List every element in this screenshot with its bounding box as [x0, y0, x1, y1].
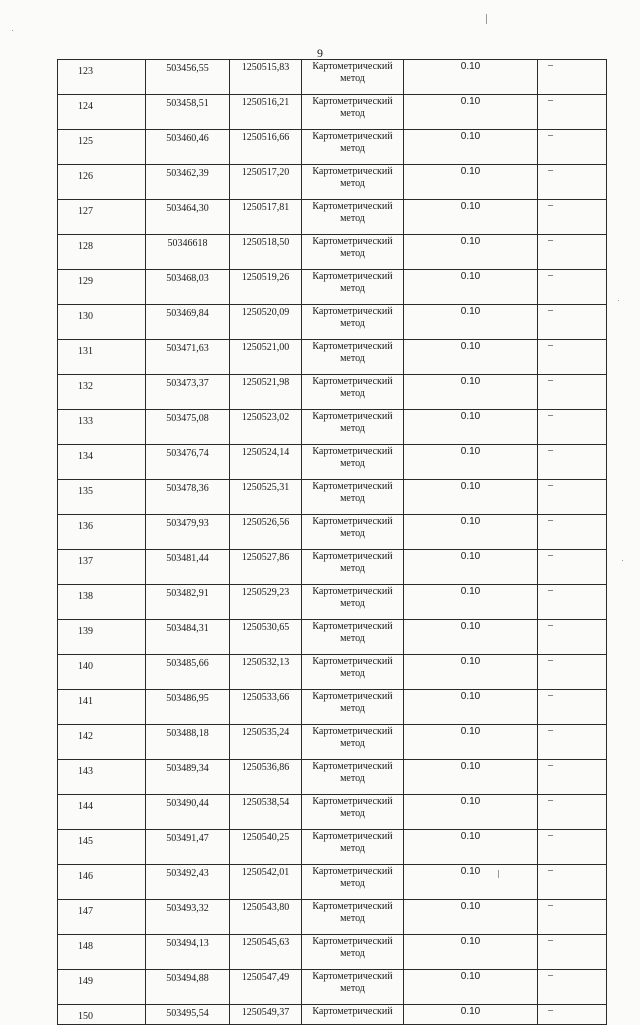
method-cell	[302, 235, 404, 270]
point-number-cell: 147	[58, 900, 146, 935]
method-line-1: Картометрический	[312, 446, 393, 457]
accuracy-cell: 0.10	[404, 480, 538, 515]
method-line-2: метод	[340, 808, 365, 819]
method-line-1: Картометрический	[312, 411, 393, 422]
accuracy-cell: 0.10	[404, 340, 538, 375]
method-line-2: метод	[340, 773, 365, 784]
method-line-1: Картометрический	[312, 96, 393, 107]
method-line-1: Картометрический	[312, 761, 393, 772]
y-coordinate-cell: 1250517,81	[230, 200, 302, 235]
table-row	[58, 375, 607, 410]
accuracy-cell: 0.10	[404, 515, 538, 550]
y-coordinate-cell: 1250532,13	[230, 655, 302, 690]
extra-cell: –	[538, 585, 607, 620]
method-cell	[302, 585, 404, 620]
table-row	[58, 60, 607, 95]
table-row	[58, 235, 607, 270]
x-coordinate-cell: 503486,95	[146, 690, 230, 725]
point-number-cell: 135	[58, 480, 146, 515]
method-line-2: метод	[340, 283, 365, 294]
table-row	[58, 130, 607, 165]
x-coordinate-cell: 503482,91	[146, 585, 230, 620]
y-coordinate-cell: 1250547,49	[230, 970, 302, 1005]
method-cell	[302, 935, 404, 970]
method-line-2: метод	[340, 668, 365, 679]
method-cell	[302, 830, 404, 865]
x-coordinate-cell: 503492,43	[146, 865, 230, 900]
method-line-2: метод	[340, 458, 365, 469]
accuracy-cell: 0.10	[404, 1005, 538, 1025]
extra-cell: –	[538, 550, 607, 585]
x-coordinate-cell: 503468,03	[146, 270, 230, 305]
scan-speck	[12, 30, 13, 31]
method-line-2: метод	[340, 598, 365, 609]
table-row	[58, 725, 607, 760]
extra-cell: –	[538, 865, 607, 900]
method-line-1: Картометрический	[312, 726, 393, 737]
y-coordinate-cell: 1250517,20	[230, 165, 302, 200]
method-line-2: метод	[340, 563, 365, 574]
x-coordinate-cell: 503471,63	[146, 340, 230, 375]
table-row	[58, 655, 607, 690]
table-row	[58, 445, 607, 480]
method-cell	[302, 130, 404, 165]
accuracy-cell: 0.10	[404, 585, 538, 620]
point-number-cell: 148	[58, 935, 146, 970]
method-cell	[302, 445, 404, 480]
accuracy-cell: 0.10	[404, 760, 538, 795]
y-coordinate-cell: 1250538,54	[230, 795, 302, 830]
method-line-2: метод	[340, 878, 365, 889]
x-coordinate-cell: 503491,47	[146, 830, 230, 865]
point-number-cell: 124	[58, 95, 146, 130]
extra-cell: –	[538, 95, 607, 130]
method-line-2: метод	[340, 703, 365, 714]
accuracy-cell: 0.10	[404, 970, 538, 1005]
method-cell	[302, 760, 404, 795]
method-line-1: Картометрический	[312, 166, 393, 177]
y-coordinate-cell: 1250526,56	[230, 515, 302, 550]
y-coordinate-cell: 1250525,31	[230, 480, 302, 515]
method-line-2: метод	[340, 843, 365, 854]
method-line-2: метод	[340, 948, 365, 959]
method-cell	[302, 655, 404, 690]
table-row	[58, 550, 607, 585]
y-coordinate-cell: 1250521,98	[230, 375, 302, 410]
accuracy-cell: 0.10	[404, 95, 538, 130]
point-number-cell: 132	[58, 375, 146, 410]
method-line-2: метод	[340, 73, 365, 84]
coordinates-table	[57, 59, 607, 1025]
table-row	[58, 760, 607, 795]
point-number-cell: 142	[58, 725, 146, 760]
x-coordinate-cell: 503488,18	[146, 725, 230, 760]
x-coordinate-cell: 503495,54	[146, 1005, 230, 1025]
x-coordinate-cell: 503489,34	[146, 760, 230, 795]
extra-cell: –	[538, 725, 607, 760]
point-number-cell: 137	[58, 550, 146, 585]
method-line-1: Картометрический	[312, 586, 393, 597]
extra-cell: –	[538, 515, 607, 550]
accuracy-cell: 0.10	[404, 375, 538, 410]
method-cell	[302, 550, 404, 585]
method-cell	[302, 375, 404, 410]
point-number-cell: 143	[58, 760, 146, 795]
extra-cell: –	[538, 375, 607, 410]
x-coordinate-cell: 503462,39	[146, 165, 230, 200]
point-number-cell: 149	[58, 970, 146, 1005]
y-coordinate-cell: 1250516,21	[230, 95, 302, 130]
table-row	[58, 340, 607, 375]
method-line-2: метод	[340, 108, 365, 119]
point-number-cell: 131	[58, 340, 146, 375]
table-row	[58, 410, 607, 445]
table-row	[58, 865, 607, 900]
point-number-cell: 139	[58, 620, 146, 655]
method-cell	[302, 340, 404, 375]
method-line-2: метод	[340, 353, 365, 364]
x-coordinate-cell: 503494,13	[146, 935, 230, 970]
table-row	[58, 305, 607, 340]
accuracy-cell: 0.10	[404, 270, 538, 305]
accuracy-cell: 0.10	[404, 235, 538, 270]
method-line-2: метод	[340, 213, 365, 224]
point-number-cell: 134	[58, 445, 146, 480]
y-coordinate-cell: 1250521,00	[230, 340, 302, 375]
method-cell	[302, 95, 404, 130]
accuracy-cell: 0.10	[404, 690, 538, 725]
method-line-1: Картометрический	[312, 271, 393, 282]
y-coordinate-cell: 1250533,66	[230, 690, 302, 725]
x-coordinate-cell: 503481,44	[146, 550, 230, 585]
method-line-2: метод	[340, 493, 365, 504]
y-coordinate-cell: 1250520,09	[230, 305, 302, 340]
method-cell	[302, 200, 404, 235]
method-line-2: метод	[340, 423, 365, 434]
y-coordinate-cell: 1250527,86	[230, 550, 302, 585]
extra-cell: –	[538, 410, 607, 445]
accuracy-cell: 0.10	[404, 900, 538, 935]
point-number-cell: 123	[58, 60, 146, 95]
scan-speck	[622, 560, 623, 561]
accuracy-cell: 0.10	[404, 935, 538, 970]
accuracy-cell: 0.10	[404, 445, 538, 480]
method-cell	[302, 620, 404, 655]
y-coordinate-cell: 1250515,83	[230, 60, 302, 95]
accuracy-cell: 0.10	[404, 795, 538, 830]
extra-cell: –	[538, 480, 607, 515]
method-line-1: Картометрический	[312, 341, 393, 352]
y-coordinate-cell: 1250516,66	[230, 130, 302, 165]
table-row	[58, 95, 607, 130]
table-row	[58, 165, 607, 200]
method-line-1: Картометрический	[312, 621, 393, 632]
extra-cell: –	[538, 795, 607, 830]
point-number-cell: 133	[58, 410, 146, 445]
extra-cell: –	[538, 130, 607, 165]
y-coordinate-cell: 1250530,65	[230, 620, 302, 655]
extra-cell: –	[538, 690, 607, 725]
method-cell	[302, 60, 404, 95]
extra-cell: –	[538, 270, 607, 305]
table-row	[58, 585, 607, 620]
point-number-cell: 129	[58, 270, 146, 305]
table-row	[58, 935, 607, 970]
y-coordinate-cell: 1250535,24	[230, 725, 302, 760]
x-coordinate-cell: 503493,32	[146, 900, 230, 935]
method-line-2: метод	[340, 388, 365, 399]
extra-cell: –	[538, 305, 607, 340]
x-coordinate-cell: 503458,51	[146, 95, 230, 130]
x-coordinate-cell: 503469,84	[146, 305, 230, 340]
coordinates-table-body	[58, 60, 607, 1025]
method-line-2: метод	[340, 738, 365, 749]
method-line-2: метод	[340, 178, 365, 189]
y-coordinate-cell: 1250543,80	[230, 900, 302, 935]
extra-cell: –	[538, 655, 607, 690]
extra-cell: –	[538, 445, 607, 480]
table-row	[58, 690, 607, 725]
method-line-1: Картометрический	[312, 936, 393, 947]
point-number-cell: 128	[58, 235, 146, 270]
method-line-1: Картометрический	[312, 131, 393, 142]
method-line-1: Картометрический	[312, 971, 393, 982]
accuracy-cell: 0.10	[404, 130, 538, 165]
accuracy-cell: 0.10	[404, 305, 538, 340]
method-line-1: Картометрический	[312, 796, 393, 807]
method-cell	[302, 305, 404, 340]
y-coordinate-cell: 1250542,01	[230, 865, 302, 900]
accuracy-cell: 0.10	[404, 620, 538, 655]
accuracy-cell: 0.10	[404, 550, 538, 585]
y-coordinate-cell: 1250536,86	[230, 760, 302, 795]
method-line-2: метод	[340, 983, 365, 994]
table-row	[58, 1005, 607, 1025]
scan-speck	[486, 14, 487, 24]
x-coordinate-cell: 503464,30	[146, 200, 230, 235]
table-row	[58, 270, 607, 305]
page-number: 9	[317, 46, 323, 60]
method-line-2: метод	[340, 318, 365, 329]
x-coordinate-cell: 503494,88	[146, 970, 230, 1005]
extra-cell: –	[538, 165, 607, 200]
x-coordinate-cell: 503460,46	[146, 130, 230, 165]
extra-cell: –	[538, 830, 607, 865]
x-coordinate-cell: 503484,31	[146, 620, 230, 655]
point-number-cell: 126	[58, 165, 146, 200]
method-line-1: Картометрический	[312, 236, 393, 247]
point-number-cell: 150	[58, 1005, 146, 1025]
x-coordinate-cell: 50346618	[146, 235, 230, 270]
method-cell	[302, 865, 404, 900]
method-line-1: Картометрический	[312, 61, 393, 72]
method-line-2: метод	[340, 143, 365, 154]
method-line-1: Картометрический	[312, 656, 393, 667]
point-number-cell: 130	[58, 305, 146, 340]
y-coordinate-cell: 1250518,50	[230, 235, 302, 270]
point-number-cell: 146	[58, 865, 146, 900]
x-coordinate-cell: 503476,74	[146, 445, 230, 480]
x-coordinate-cell: 503485,66	[146, 655, 230, 690]
y-coordinate-cell: 1250523,02	[230, 410, 302, 445]
table-row	[58, 515, 607, 550]
extra-cell: –	[538, 1005, 607, 1025]
method-line-1: Картометрический	[312, 866, 393, 877]
accuracy-cell: 0.10	[404, 865, 538, 900]
method-line-2: метод	[340, 528, 365, 539]
x-coordinate-cell: 503479,93	[146, 515, 230, 550]
extra-cell: –	[538, 200, 607, 235]
table-row	[58, 480, 607, 515]
extra-cell: –	[538, 970, 607, 1005]
extra-cell: –	[538, 60, 607, 95]
method-cell	[302, 165, 404, 200]
method-cell	[302, 480, 404, 515]
table-row	[58, 200, 607, 235]
x-coordinate-cell: 503456,55	[146, 60, 230, 95]
accuracy-cell: 0.10	[404, 410, 538, 445]
accuracy-cell: 0.10	[404, 200, 538, 235]
method-cell	[302, 970, 404, 1005]
method-line-2: метод	[340, 913, 365, 924]
y-coordinate-cell: 1250519,26	[230, 270, 302, 305]
method-line-1: Картометрический	[312, 201, 393, 212]
extra-cell: –	[538, 340, 607, 375]
x-coordinate-cell: 503475,08	[146, 410, 230, 445]
method-line-1: Картометрический	[312, 481, 393, 492]
extra-cell: –	[538, 620, 607, 655]
method-line-1: Картометрический	[312, 551, 393, 562]
scan-speck	[618, 300, 619, 301]
accuracy-cell: 0.10	[404, 725, 538, 760]
method-cell	[302, 515, 404, 550]
point-number-cell: 127	[58, 200, 146, 235]
extra-cell: –	[538, 935, 607, 970]
x-coordinate-cell: 503490,44	[146, 795, 230, 830]
point-number-cell: 140	[58, 655, 146, 690]
method-line-2: метод	[340, 633, 365, 644]
method-line-2: метод	[340, 248, 365, 259]
accuracy-cell: 0.10	[404, 165, 538, 200]
y-coordinate-cell: 1250545,63	[230, 935, 302, 970]
method-line-1: Картометрический	[312, 306, 393, 317]
method-line-1: Картометрический	[312, 901, 393, 912]
point-number-cell: 145	[58, 830, 146, 865]
method-line-1: Картометрический	[312, 376, 393, 387]
method-cell	[302, 795, 404, 830]
x-coordinate-cell: 503473,37	[146, 375, 230, 410]
x-coordinate-cell: 503478,36	[146, 480, 230, 515]
extra-cell: –	[538, 760, 607, 795]
accuracy-cell: 0.10	[404, 830, 538, 865]
method-cell	[302, 1005, 404, 1025]
point-number-cell: 125	[58, 130, 146, 165]
extra-cell: –	[538, 900, 607, 935]
point-number-cell: 138	[58, 585, 146, 620]
y-coordinate-cell: 1250549,37	[230, 1005, 302, 1025]
point-number-cell: 141	[58, 690, 146, 725]
table-row	[58, 830, 607, 865]
point-number-cell: 144	[58, 795, 146, 830]
method-line-1: Картометрический	[312, 691, 393, 702]
table-row	[58, 970, 607, 1005]
y-coordinate-cell: 1250540,25	[230, 830, 302, 865]
scan-speck	[498, 870, 499, 878]
table-row	[58, 795, 607, 830]
table-row	[58, 620, 607, 655]
point-number-cell: 136	[58, 515, 146, 550]
method-cell	[302, 690, 404, 725]
method-cell	[302, 270, 404, 305]
extra-cell: –	[538, 235, 607, 270]
y-coordinate-cell: 1250524,14	[230, 445, 302, 480]
method-cell	[302, 410, 404, 445]
method-line-1: Картометрический	[312, 516, 393, 527]
method-line-1: Картометрический	[312, 1006, 393, 1017]
accuracy-cell: 0.10	[404, 60, 538, 95]
method-line-1: Картометрический	[312, 831, 393, 842]
method-cell	[302, 725, 404, 760]
y-coordinate-cell: 1250529,23	[230, 585, 302, 620]
accuracy-cell: 0.10	[404, 655, 538, 690]
